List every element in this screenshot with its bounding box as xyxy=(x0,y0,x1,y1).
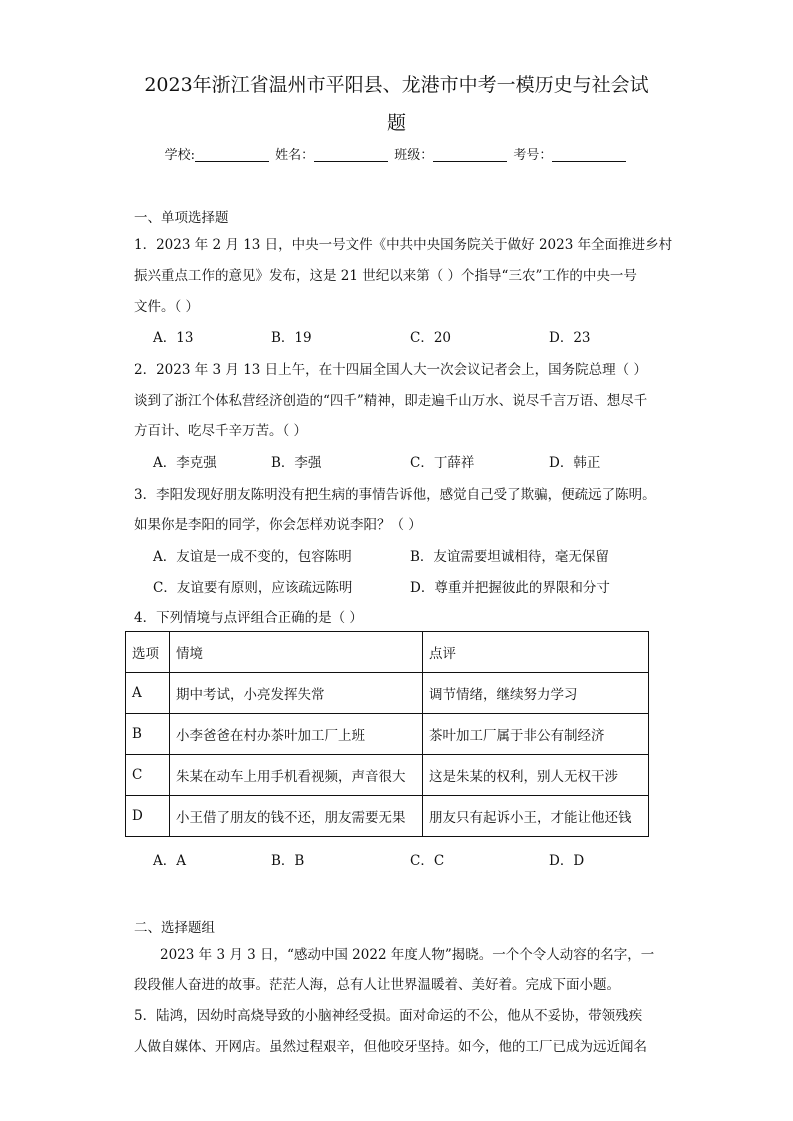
class-blank[interactable] xyxy=(433,161,507,162)
q3-option-a[interactable]: A．友谊是一成不变的，包容陈明 xyxy=(153,549,352,565)
question-1-line-2: 振兴重点工作的意见》发布，这是 21 世纪以来第（ ）个指导“三农”工作的中央一号 xyxy=(134,268,637,284)
table-header-cell: 选项 xyxy=(126,632,170,673)
q4-option-b[interactable]: B．B xyxy=(271,853,305,869)
q3-option-d[interactable]: D．尊重并把握彼此的界限和分寸 xyxy=(410,580,610,596)
table-cell: 小王借了朋友的钱不还，朋友需要无果 xyxy=(170,796,423,837)
exam-number-label: 考号： xyxy=(513,148,553,163)
table-row xyxy=(126,796,649,837)
name-blank[interactable] xyxy=(314,161,388,162)
q4-option-c[interactable]: C．C xyxy=(410,853,445,869)
table-cell: 调节情绪，继续努力学习 xyxy=(423,673,649,714)
school-blank[interactable] xyxy=(195,161,269,162)
table-cell: 朱某在动车上用手机看视频，声音很大 xyxy=(170,755,423,796)
q1-option-d[interactable]: D．23 xyxy=(549,330,591,346)
question-4-table xyxy=(125,631,649,837)
q2-option-a[interactable]: A．李克强 xyxy=(153,455,217,471)
q1-option-a[interactable]: A．13 xyxy=(153,330,194,346)
q1-option-b[interactable]: B．19 xyxy=(271,330,312,346)
q1-option-c[interactable]: C．20 xyxy=(410,330,452,346)
question-4-options xyxy=(153,849,673,867)
question-2-line-2: 谈到了浙江个体私营经济创造的“四千”精神，即走遍千山万水、说尽千言万语、想尽千 xyxy=(134,393,648,409)
table-header-cell: 点评 xyxy=(423,632,649,673)
table-cell: A xyxy=(126,673,170,714)
question-1-line-1: 1．2023 年 2 月 13 日，中央一号文件《中共中央国务院关于做好 2023 年全面推进乡村 xyxy=(134,237,673,253)
table-cell: 期中考试，小亮发挥失常 xyxy=(170,673,423,714)
question-5-line-1: 5．陆鸿，因幼时高烧导致的小脑神经受损。面对命运的不公，他从不妥协，带领残疾 xyxy=(134,1008,643,1024)
question-3-line-2: 如果你是李阳的同学，你会怎样劝说李阳？（ ） xyxy=(134,517,422,533)
question-2-line-1: 2．2023 年 3 月 13 日上午，在十四届全国人大一次会议记者会上，国务院总理（ ） xyxy=(134,362,647,378)
q3-option-b[interactable]: B．友谊需要坦诚相待，毫无保留 xyxy=(410,549,609,565)
table-cell: B xyxy=(126,714,170,755)
table-cell: 茶叶加工厂属于非公有制经济 xyxy=(423,714,649,755)
table-row xyxy=(126,714,649,755)
name-label: 姓名： xyxy=(275,148,315,163)
table-row xyxy=(126,755,649,796)
question-2-line-3: 方百计、吃尽千辛万苦。（ ） xyxy=(134,423,308,439)
passage-line-1: 2023 年 3 月 3 日，“感动中国 2022 年度人物”揭晓。一个个令人动容的名字，一 xyxy=(160,947,655,963)
exam-title-line-2: 题 xyxy=(386,112,406,134)
table-header-row xyxy=(126,632,649,673)
exam-title-line-1: 2023年浙江省温州市平阳县、龙港市中考一模历史与社会试 xyxy=(144,74,649,96)
q3-option-c[interactable]: C．友谊要有原则，应该疏远陈明 xyxy=(153,580,353,596)
q2-option-d[interactable]: D．韩正 xyxy=(549,455,601,471)
student-info-row xyxy=(0,144,793,163)
section-heading-question-group: 二、选择题组 xyxy=(134,920,215,936)
table-header-cell: 情境 xyxy=(170,632,423,673)
question-1-options xyxy=(153,326,673,344)
question-2-options xyxy=(153,451,673,469)
school-label: 学校: xyxy=(164,148,195,163)
table-cell: C xyxy=(126,755,170,796)
question-1-line-3: 文件。（ ） xyxy=(134,299,200,315)
q4-option-d[interactable]: D．D xyxy=(549,853,585,869)
question-5-line-2: 人做自媒体、开网店。虽然过程艰辛，但他咬牙坚持。如今，他的工厂已成为远近闻名 xyxy=(134,1039,647,1055)
question-3-options-row-1 xyxy=(153,545,673,563)
exam-number-blank[interactable] xyxy=(552,161,626,162)
table-cell: 这是朱某的权利，别人无权干涉 xyxy=(423,755,649,796)
table-cell: D xyxy=(126,796,170,837)
question-4-stem: 4．下列情境与点评组合正确的是（ ） xyxy=(134,610,363,626)
passage-line-2: 段段催人奋进的故事。茫茫人海，总有人让世界温暖着、美好着。完成下面小题。 xyxy=(134,977,620,993)
table-cell: 小李爸爸在村办茶叶加工厂上班 xyxy=(170,714,423,755)
q2-option-b[interactable]: B．李强 xyxy=(271,455,322,471)
q4-option-a[interactable]: A．A xyxy=(153,853,186,869)
question-3-line-1: 3．李阳发现好朋友陈明没有把生病的事情告诉他，感觉自己受了欺骗，便疏远了陈明。 xyxy=(134,487,656,503)
q2-option-c[interactable]: C．丁薛祥 xyxy=(410,455,475,471)
section-heading-single-choice: 一、单项选择题 xyxy=(134,210,229,226)
question-3-options-row-2 xyxy=(153,576,673,594)
table-row xyxy=(126,673,649,714)
class-label: 班级： xyxy=(394,148,434,163)
table-cell: 朋友只有起诉小王，才能让他还钱 xyxy=(423,796,649,837)
